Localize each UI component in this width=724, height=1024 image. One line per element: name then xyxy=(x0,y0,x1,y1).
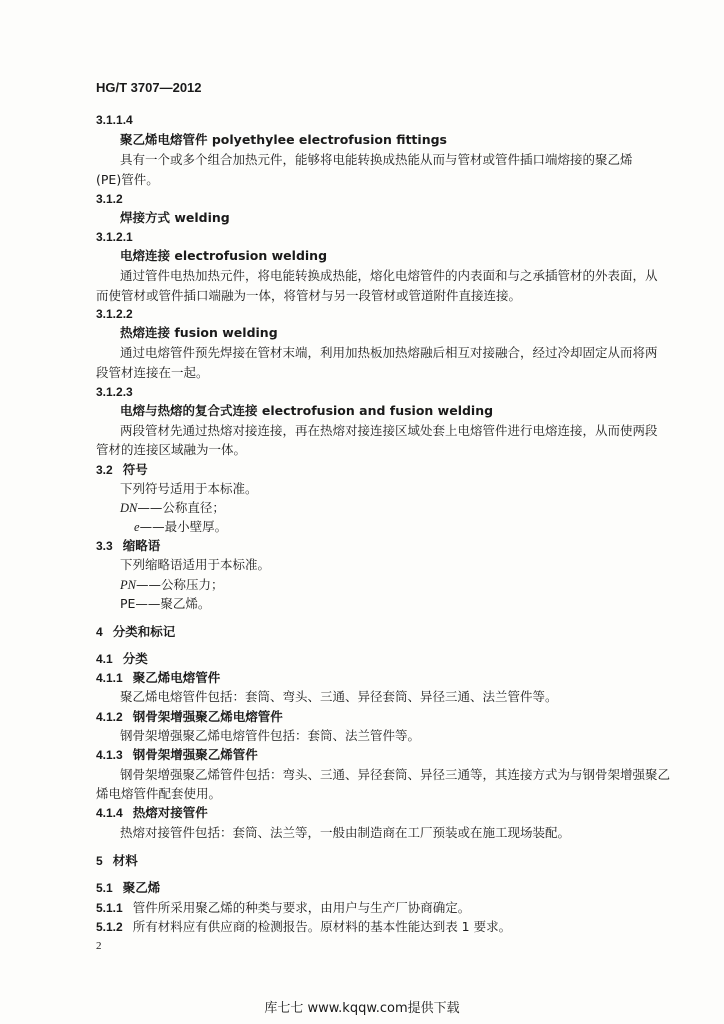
paragraph-line: 聚乙烯电熔管件包括：套筒、弯头、三通、异径套筒、异径三通、法兰管件等。 xyxy=(120,689,558,704)
clause-text: 管件所采用聚乙烯的种类与要求，由用户与生产厂协商确定。 xyxy=(132,900,471,915)
clause-number: 3.1.2.2 xyxy=(96,307,133,321)
symbol-meaning: ——最小壁厚。 xyxy=(139,519,228,534)
abbreviation: PN xyxy=(120,578,136,592)
clause-title: 钢骨架增强聚乙烯电熔管件 xyxy=(132,709,283,724)
paragraph-line: 烯电熔管件配套使用。 xyxy=(96,786,222,801)
section-title: 符号 xyxy=(122,462,148,477)
clause-number: 3.1.1.4 xyxy=(96,113,133,127)
clause-title: 聚乙烯电熔管件 polyethylee electrofusion fittings xyxy=(120,132,447,147)
clause-line xyxy=(96,900,470,916)
clause-number: 4.1.3 xyxy=(96,748,123,762)
clause-title: 热熔对接管件 xyxy=(132,805,208,820)
clause-number: 5.1.2 xyxy=(96,920,123,934)
abbreviation-meaning: ——公称压力； xyxy=(135,577,224,592)
paragraph-line: 而使管材或管件插口端融为一体，将管材与另一段管材或管道附件直接连接。 xyxy=(96,288,522,303)
clause-title: 钢骨架增强聚乙烯管件 xyxy=(132,747,258,762)
paragraph-line: 热熔对接管件包括：套筒、法兰等，一般由制造商在工厂预装或在施工现场装配。 xyxy=(120,825,571,840)
page-number: 2 xyxy=(96,940,102,952)
standard-code-header: HG/T 3707—2012 xyxy=(96,80,202,95)
clause-title: 焊接方式 welding xyxy=(120,210,230,225)
symbol: e xyxy=(134,520,140,534)
paragraph-line: (PE)管件。 xyxy=(96,172,159,187)
section-number: 4.1 xyxy=(96,652,113,666)
paragraph-line: 两段管材先通过热熔对接连接，再在热熔对接连接区域处套上电熔管件进行电熔连接，从而使两段 xyxy=(120,423,658,438)
section-heading xyxy=(96,651,148,667)
section-title: 分类 xyxy=(122,651,148,666)
clause-title: 电熔与热熔的复合式连接 electrofusion and fusion welding xyxy=(120,403,494,418)
paragraph-line: 钢骨架增强聚乙烯电熔管件包括：套筒、法兰管件等。 xyxy=(120,728,421,743)
clause-heading xyxy=(96,670,220,686)
paragraph-line: 具有一个或多个组合加热元件，能够将电能转换成热能从而与管材或管件插口端熔接的聚乙烯 xyxy=(120,152,633,167)
paragraph-line: 钢骨架增强聚乙烯管件包括：弯头、三通、异径套筒、异径三通等，其连接方式为与钢骨架增强聚乙 xyxy=(120,767,671,782)
symbol: DN xyxy=(120,501,138,515)
abbreviation-definition xyxy=(120,577,224,593)
symbol-definition xyxy=(134,519,227,535)
clause-title: 电熔连接 electrofusion welding xyxy=(120,248,328,263)
section-title: 聚乙烯 xyxy=(122,880,161,895)
clause-number: 3.1.2 xyxy=(96,192,123,206)
section-heading xyxy=(96,880,160,896)
clause-heading xyxy=(96,805,208,821)
clause-number: 3.1.2.3 xyxy=(96,385,133,399)
section-number: 3.3 xyxy=(96,539,113,553)
chapter-title: 材料 xyxy=(112,853,138,868)
clause-number: 3.1.2.1 xyxy=(96,230,133,244)
section-heading xyxy=(96,538,160,554)
section-number: 5.1 xyxy=(96,881,113,895)
clause-number: 4.1.4 xyxy=(96,806,123,820)
section-heading xyxy=(96,462,148,478)
clause-line xyxy=(96,919,511,935)
clause-title: 热熔连接 fusion welding xyxy=(120,325,278,340)
chapter-heading xyxy=(96,624,175,640)
abbreviation-definition: PE——聚乙烯。 xyxy=(120,596,211,611)
paragraph-line: 下列缩略语适用于本标准。 xyxy=(120,557,271,572)
clause-title: 聚乙烯电熔管件 xyxy=(132,670,221,685)
chapter-number: 4 xyxy=(96,625,103,639)
symbol-meaning: ——公称直径； xyxy=(137,500,225,515)
download-footer: 库七七 www.kqqw.com提供下载 xyxy=(264,1001,460,1016)
chapter-heading xyxy=(96,853,138,869)
clause-number: 4.1.2 xyxy=(96,710,123,724)
paragraph-line: 段管材连接在一起。 xyxy=(96,365,209,380)
clause-heading xyxy=(96,709,283,725)
paragraph-line: 管材的连接区域融为一体。 xyxy=(96,442,247,457)
clause-number: 5.1.1 xyxy=(96,901,123,915)
chapter-title: 分类和标记 xyxy=(112,624,176,639)
paragraph-line: 下列符号适用于本标准。 xyxy=(120,481,258,496)
clause-text: 所有材料应有供应商的检测报告。原材料的基本性能达到表 1 要求。 xyxy=(132,919,512,934)
section-title: 缩略语 xyxy=(122,538,161,553)
paragraph-line: 通过电熔管件预先焊接在管材末端，利用加热板加热熔融后相互对接融合，经过冷却固定从而将两 xyxy=(120,345,658,360)
clause-number: 4.1.1 xyxy=(96,671,123,685)
section-number: 3.2 xyxy=(96,463,113,477)
symbol-definition xyxy=(120,500,225,516)
paragraph-line: 通过管件电热加热元件，将电能转换成热能，熔化电熔管件的内表面和与之承插管材的外表面，从 xyxy=(120,268,658,283)
chapter-number: 5 xyxy=(96,854,103,868)
clause-heading xyxy=(96,747,258,763)
